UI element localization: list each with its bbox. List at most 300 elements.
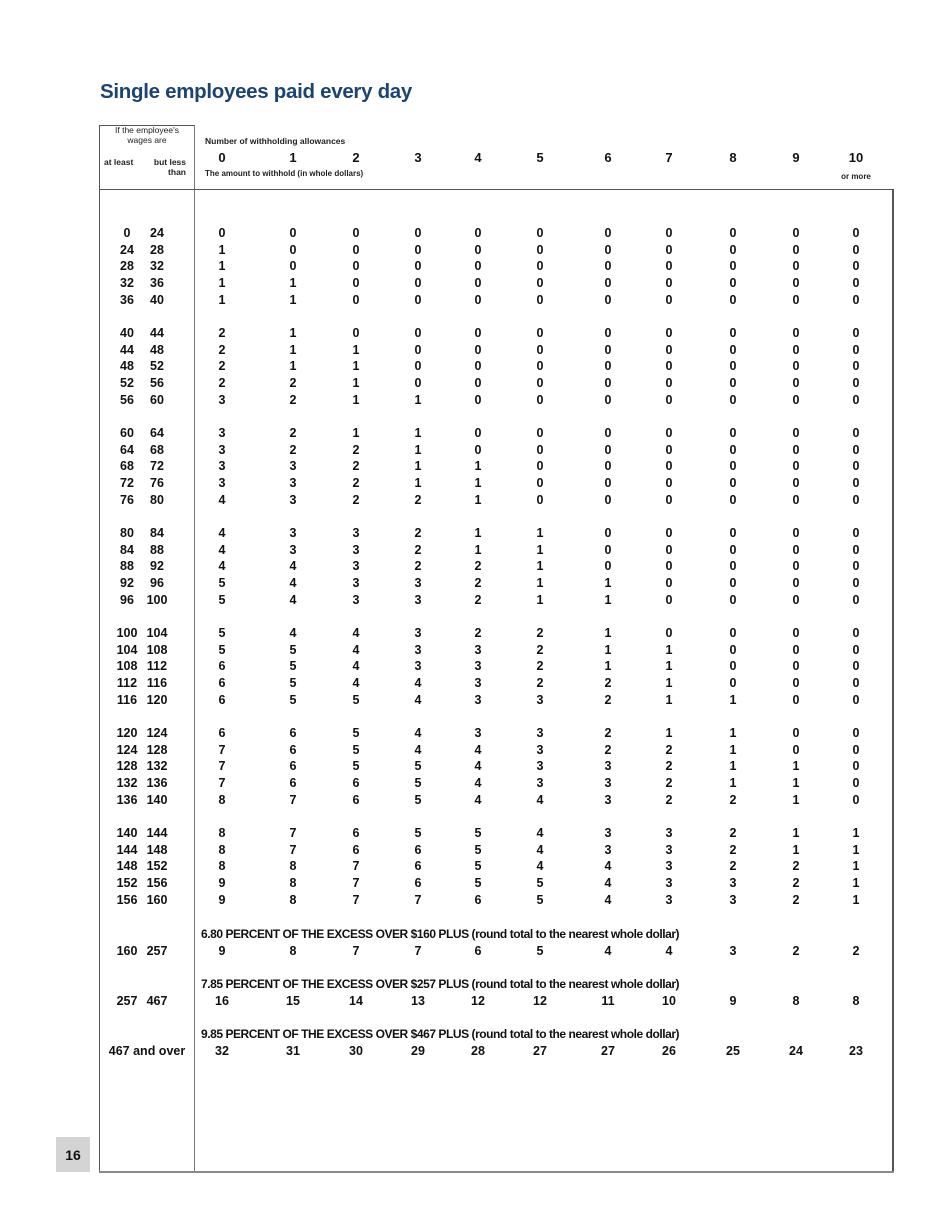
wages-column-divider — [194, 125, 195, 1172]
withholding-amount: 0 — [729, 626, 737, 640]
withholding-amount: 1 — [604, 626, 612, 640]
withholding-amount: 7 — [218, 759, 226, 774]
withholding-amount: 2 — [218, 342, 226, 357]
withholding-amount: 2 — [604, 676, 612, 691]
wage-but-less-than: 68 — [150, 442, 164, 457]
withholding-amount: 1 — [729, 776, 737, 791]
withholding-amount: 26 — [662, 1044, 676, 1058]
withholding-amount: 0 — [665, 359, 673, 374]
withholding-amount: 3 — [352, 542, 360, 557]
withholding-amount: 0 — [729, 342, 737, 357]
wage-but-less-than: 152 — [146, 859, 168, 874]
withholding-amount: 0 — [352, 276, 360, 291]
withholding-amount: 2 — [536, 642, 544, 657]
withholding-amount: 2 — [414, 559, 422, 574]
withholding-amount: 9 — [218, 892, 226, 907]
withholding-amount: 7 — [289, 792, 297, 807]
withholding-amount: 5 — [414, 776, 422, 791]
withholding-amount: 4 — [218, 492, 226, 507]
withholding-amount: 2 — [474, 626, 482, 640]
wage-at-least: 100 — [116, 626, 138, 640]
withholding-amount: 5 — [352, 692, 360, 707]
withholding-amount: 0 — [852, 442, 860, 457]
withholding-amount: 0 — [474, 259, 482, 274]
withholding-amount: 0 — [604, 242, 612, 257]
withholding-amount: 0 — [474, 242, 482, 257]
wage-at-least: 88 — [120, 559, 134, 574]
wage-but-less-than: 28 — [150, 242, 164, 257]
withholding-amount: 0 — [852, 476, 860, 491]
withholding-amount: 1 — [352, 426, 360, 440]
withholding-amount: 0 — [665, 292, 673, 307]
withholding-amount: 0 — [536, 426, 544, 440]
withholding-amount: 0 — [852, 526, 860, 540]
withholding-amount: 8 — [289, 892, 297, 907]
withholding-amount: 1 — [289, 292, 297, 307]
withholding-amount: 2 — [289, 442, 297, 457]
withholding-amount: 6 — [352, 826, 360, 840]
withholding-amount: 0 — [852, 642, 860, 657]
withholding-amount: 1 — [665, 642, 673, 657]
withholding-amount: 2 — [218, 359, 226, 374]
withholding-amount: 0 — [414, 226, 422, 240]
withholding-amount: 4 — [289, 626, 297, 640]
withholding-amount: 0 — [852, 276, 860, 291]
withholding-amount: 0 — [729, 676, 737, 691]
wage-at-least: 152 — [116, 876, 138, 891]
wage-but-less-than: 36 — [150, 276, 164, 291]
withholding-amount: 3 — [604, 759, 612, 774]
withholding-amount: 5 — [289, 676, 297, 691]
withholding-amount: 3 — [352, 592, 360, 607]
wage-but-less-than: 124 — [146, 726, 168, 740]
withholding-amount: 0 — [352, 259, 360, 274]
withholding-amount: 0 — [289, 226, 297, 240]
withholding-amount: 0 — [729, 459, 737, 474]
withholding-amount: 1 — [474, 476, 482, 491]
withholding-amount: 2 — [352, 476, 360, 491]
withholding-amount: 0 — [792, 526, 800, 540]
withholding-amount: 4 — [352, 659, 360, 674]
withholding-amount: 0 — [665, 592, 673, 607]
withholding-amount: 3 — [289, 476, 297, 491]
withholding-amount: 1 — [604, 576, 612, 591]
withholding-amount: 0 — [792, 259, 800, 274]
withholding-amount: 4 — [414, 726, 422, 740]
percent-excess-note: 7.85 PERCENT OF THE EXCESS OVER $257 PLUS (round total to the nearest whole dollar) — [201, 977, 680, 991]
withholding-amount: 3 — [218, 426, 226, 440]
withholding-amount: 0 — [852, 326, 860, 340]
withholding-amount: 1 — [474, 492, 482, 507]
withholding-amount: 3 — [604, 826, 612, 840]
withholding-amount: 4 — [536, 842, 544, 857]
withholding-amount: 5 — [218, 626, 226, 640]
withholding-amount: 7 — [352, 876, 360, 891]
withholding-amount: 0 — [792, 376, 800, 391]
withholding-amount: 0 — [852, 392, 860, 407]
withholding-amount: 2 — [665, 742, 673, 757]
wage-but-less-than: 100 — [146, 592, 168, 607]
withholding-amount: 9 — [729, 994, 737, 1008]
withholding-amount: 1 — [852, 876, 860, 891]
withholding-amount: 0 — [604, 426, 612, 440]
wage-but-less-than: 64 — [150, 426, 164, 440]
withholding-amount: 0 — [852, 542, 860, 557]
withholding-amount: 5 — [414, 826, 422, 840]
withholding-amount: 3 — [289, 459, 297, 474]
withholding-amount: 9 — [218, 944, 226, 958]
withholding-amount: 0 — [729, 426, 737, 440]
withholding-amount: 10 — [662, 994, 676, 1008]
withholding-amount: 0 — [414, 342, 422, 357]
wage-range-label: 467 and over — [108, 1044, 186, 1058]
withholding-amount: 5 — [536, 944, 544, 958]
withholding-amount: 0 — [665, 576, 673, 591]
withholding-amount: 15 — [286, 994, 300, 1008]
withholding-amount: 0 — [729, 376, 737, 391]
withholding-amount: 0 — [414, 242, 422, 257]
wage-but-less-than: 48 — [150, 342, 164, 357]
withholding-amount: 4 — [536, 792, 544, 807]
allowance-count-header: 10 — [848, 150, 864, 165]
withholding-amount: 1 — [218, 242, 226, 257]
wage-at-least: 128 — [116, 759, 138, 774]
withholding-amount: 1 — [604, 592, 612, 607]
withholding-amount: 0 — [729, 559, 737, 574]
allowance-count-header: 1 — [289, 150, 297, 165]
or-more-label: or more — [841, 172, 871, 181]
withholding-amount: 0 — [729, 442, 737, 457]
withholding-amount: 3 — [665, 842, 673, 857]
withholding-amount: 24 — [789, 1044, 803, 1058]
withholding-amount: 0 — [414, 292, 422, 307]
withholding-amount: 1 — [218, 292, 226, 307]
withholding-amount: 0 — [536, 259, 544, 274]
wage-but-less-than: 112 — [146, 659, 168, 674]
withholding-amount: 3 — [729, 944, 737, 958]
withholding-amount: 0 — [792, 242, 800, 257]
withholding-amount: 3 — [414, 659, 422, 674]
but-less-header-line1: but less — [153, 157, 186, 167]
withholding-amount: 8 — [218, 792, 226, 807]
withholding-amount: 0 — [604, 359, 612, 374]
withholding-amount: 0 — [352, 242, 360, 257]
withholding-amount: 5 — [218, 576, 226, 591]
wage-at-least: 68 — [120, 459, 134, 474]
withholding-amount: 1 — [414, 476, 422, 491]
withholding-amount: 0 — [604, 442, 612, 457]
withholding-amount: 2 — [729, 792, 737, 807]
withholding-amount: 4 — [218, 542, 226, 557]
withholding-amount: 1 — [665, 692, 673, 707]
withholding-amount: 2 — [289, 392, 297, 407]
allowance-count-header: 8 — [729, 150, 737, 165]
withholding-amount: 0 — [792, 459, 800, 474]
wage-but-less-than: 108 — [146, 642, 168, 657]
wage-but-less-than: 44 — [150, 326, 164, 340]
withholding-amount: 5 — [474, 826, 482, 840]
withholding-amount: 1 — [414, 442, 422, 457]
wage-at-least: 40 — [120, 326, 134, 340]
withholding-amount: 0 — [852, 359, 860, 374]
withholding-amount: 0 — [852, 659, 860, 674]
withholding-amount: 0 — [604, 259, 612, 274]
withholding-amount: 0 — [604, 326, 612, 340]
wages-label-line2: wages are — [127, 135, 167, 145]
withholding-amount: 0 — [792, 476, 800, 491]
withholding-amount: 5 — [414, 759, 422, 774]
withholding-amount: 0 — [536, 392, 544, 407]
withholding-amount: 1 — [729, 759, 737, 774]
withholding-amount: 0 — [792, 626, 800, 640]
withholding-amount: 0 — [792, 392, 800, 407]
withholding-amount: 2 — [289, 426, 297, 440]
withholding-amount: 7 — [289, 842, 297, 857]
withholding-amount: 5 — [352, 726, 360, 740]
withholding-amount: 1 — [414, 459, 422, 474]
withholding-amount: 4 — [352, 676, 360, 691]
withholding-amount: 9 — [218, 876, 226, 891]
withholding-amount: 0 — [665, 376, 673, 391]
at-least-header: at least — [104, 157, 134, 167]
withholding-amount: 3 — [218, 442, 226, 457]
table-right-border — [892, 189, 894, 1173]
withholding-amount: 0 — [852, 742, 860, 757]
withholding-amount: 0 — [729, 476, 737, 491]
withholding-amount: 3 — [218, 392, 226, 407]
withholding-amount: 0 — [729, 492, 737, 507]
withholding-amount: 2 — [474, 592, 482, 607]
allowance-count-header: 3 — [414, 150, 422, 165]
withholding-amount: 3 — [604, 842, 612, 857]
withholding-amount: 0 — [792, 492, 800, 507]
withholding-amount: 1 — [352, 359, 360, 374]
wage-but-less-than: 32 — [150, 259, 164, 274]
withholding-amount: 1 — [536, 526, 544, 540]
withholding-amount: 4 — [536, 859, 544, 874]
withholding-amount: 0 — [729, 659, 737, 674]
withholding-amount: 0 — [729, 359, 737, 374]
wage-at-least: 32 — [120, 276, 134, 291]
withholding-amount: 6 — [289, 759, 297, 774]
withholding-amount: 0 — [604, 526, 612, 540]
withholding-amount: 0 — [474, 276, 482, 291]
withholding-amount: 2 — [604, 692, 612, 707]
withholding-amount: 0 — [536, 442, 544, 457]
withholding-amount: 3 — [289, 526, 297, 540]
withholding-amount: 11 — [601, 994, 615, 1008]
wage-but-less-than: 40 — [150, 292, 164, 307]
withholding-amount: 0 — [852, 726, 860, 740]
wage-at-least: 48 — [120, 359, 134, 374]
wage-at-least: 56 — [120, 392, 134, 407]
withholding-amount: 0 — [729, 592, 737, 607]
wage-at-least: 76 — [120, 492, 134, 507]
wage-at-least: 144 — [116, 842, 138, 857]
withholding-amount: 6 — [352, 776, 360, 791]
wage-at-least: 60 — [120, 426, 134, 440]
withholding-amount: 8 — [289, 944, 297, 958]
withholding-amount: 2 — [604, 742, 612, 757]
withholding-amount: 30 — [349, 1044, 363, 1058]
withholding-amount: 1 — [414, 426, 422, 440]
wage-but-less-than: 148 — [146, 842, 168, 857]
withholding-amount: 8 — [218, 826, 226, 840]
withholding-amount: 0 — [536, 476, 544, 491]
wage-at-least: 140 — [116, 826, 138, 840]
withholding-amount: 3 — [289, 542, 297, 557]
withholding-amount: 2 — [852, 944, 860, 958]
withholding-amount: 0 — [474, 226, 482, 240]
withholding-amount: 0 — [792, 592, 800, 607]
wage-but-less-than: 92 — [150, 559, 164, 574]
withholding-amount: 0 — [604, 392, 612, 407]
withholding-amount: 0 — [604, 276, 612, 291]
withholding-amount: 0 — [792, 742, 800, 757]
withholding-amount: 31 — [286, 1044, 300, 1058]
withholding-amount: 4 — [289, 576, 297, 591]
withholding-amount: 32 — [215, 1044, 229, 1058]
withholding-amount: 1 — [852, 826, 860, 840]
withholding-amount: 3 — [729, 876, 737, 891]
wage-but-less-than: 467 — [146, 994, 168, 1008]
withholding-amount: 0 — [665, 459, 673, 474]
withholding-amount: 2 — [414, 542, 422, 557]
withholding-amount: 3 — [414, 642, 422, 657]
allowance-count-header: 7 — [665, 150, 673, 165]
withholding-amount: 2 — [665, 776, 673, 791]
withholding-amount: 27 — [601, 1044, 615, 1058]
withholding-amount: 0 — [665, 492, 673, 507]
withholding-amount: 5 — [414, 792, 422, 807]
wage-but-less-than: 104 — [146, 626, 168, 640]
withholding-amount: 2 — [218, 376, 226, 391]
withholding-amount: 0 — [604, 559, 612, 574]
withholding-amount: 7 — [352, 892, 360, 907]
withholding-amount: 8 — [218, 859, 226, 874]
withholding-amount: 6 — [289, 776, 297, 791]
withholding-amount: 2 — [729, 826, 737, 840]
withholding-amount: 5 — [352, 742, 360, 757]
withholding-amount: 1 — [289, 359, 297, 374]
withholding-amount: 1 — [289, 342, 297, 357]
allowance-count-header: 4 — [474, 150, 482, 165]
wage-at-least: 0 — [123, 226, 131, 240]
withholding-amount: 5 — [218, 592, 226, 607]
withholding-amount: 6 — [289, 726, 297, 740]
withholding-amount: 1 — [729, 742, 737, 757]
withholding-amount: 1 — [536, 559, 544, 574]
withholding-amount: 3 — [289, 492, 297, 507]
withholding-amount: 2 — [218, 326, 226, 340]
withholding-amount: 8 — [289, 859, 297, 874]
allowance-count-header: 6 — [604, 150, 612, 165]
withholding-amount: 0 — [792, 359, 800, 374]
withholding-amount: 3 — [474, 726, 482, 740]
withholding-amount: 2 — [536, 626, 544, 640]
withholding-amount: 1 — [729, 726, 737, 740]
withholding-amount: 1 — [352, 342, 360, 357]
withholding-amount: 2 — [352, 492, 360, 507]
withholding-amount: 3 — [665, 826, 673, 840]
withholding-amount: 0 — [604, 342, 612, 357]
withholding-amount: 1 — [852, 892, 860, 907]
wage-but-less-than: 144 — [146, 826, 168, 840]
page-number: 16 — [56, 1137, 90, 1172]
withholding-amount: 6 — [218, 726, 226, 740]
withholding-amount: 4 — [474, 759, 482, 774]
withholding-amount: 2 — [604, 726, 612, 740]
withholding-amount: 1 — [218, 259, 226, 274]
withholding-amount: 1 — [604, 659, 612, 674]
withholding-amount: 23 — [849, 1044, 863, 1058]
withholding-amount: 0 — [852, 242, 860, 257]
withholding-amount: 0 — [665, 426, 673, 440]
wage-but-less-than: 84 — [150, 526, 164, 540]
allowance-count-header: 2 — [352, 150, 360, 165]
withholding-amount: 0 — [852, 342, 860, 357]
withholding-amount: 5 — [289, 692, 297, 707]
withholding-amount: 0 — [474, 392, 482, 407]
withholding-amount: 3 — [604, 776, 612, 791]
wage-at-least: 96 — [120, 592, 134, 607]
withholding-amount: 0 — [852, 426, 860, 440]
withholding-amount: 2 — [536, 659, 544, 674]
withholding-amount: 0 — [474, 376, 482, 391]
withholding-amount: 2 — [792, 859, 800, 874]
withholding-amount: 0 — [414, 359, 422, 374]
withholding-amount: 0 — [665, 476, 673, 491]
withholding-amount: 4 — [414, 692, 422, 707]
withholding-amount: 1 — [665, 676, 673, 691]
withholding-amount: 1 — [474, 526, 482, 540]
withholding-amount: 6 — [352, 842, 360, 857]
withholding-amount: 0 — [536, 242, 544, 257]
withholding-amount: 2 — [792, 892, 800, 907]
withholding-amount: 4 — [474, 776, 482, 791]
withholding-amount: 0 — [414, 276, 422, 291]
withholding-amount: 0 — [604, 459, 612, 474]
withholding-amount: 6 — [474, 892, 482, 907]
wage-at-least: 108 — [116, 659, 138, 674]
withholding-amount: 2 — [474, 576, 482, 591]
withholding-amount: 4 — [218, 526, 226, 540]
wage-but-less-than: 257 — [146, 944, 168, 958]
withholding-amount: 0 — [604, 476, 612, 491]
withholding-amount: 4 — [289, 559, 297, 574]
withholding-amount: 4 — [474, 792, 482, 807]
withholding-amount: 0 — [665, 626, 673, 640]
wage-at-least: 120 — [116, 726, 138, 740]
wages-label-line1: If the employee's — [115, 125, 179, 135]
withholding-amount: 1 — [792, 842, 800, 857]
withholding-amount: 0 — [852, 576, 860, 591]
wage-but-less-than: 116 — [146, 676, 168, 691]
withholding-amount: 0 — [852, 226, 860, 240]
header-divider — [99, 189, 894, 190]
withholding-amount: 1 — [474, 542, 482, 557]
allowance-count-header: 5 — [536, 150, 544, 165]
allowances-label: Number of withholding allowances — [205, 136, 346, 146]
wage-at-least: 92 — [120, 576, 134, 591]
withholding-amount: 12 — [533, 994, 547, 1008]
wage-at-least: 24 — [120, 242, 134, 257]
percent-excess-note: 9.85 PERCENT OF THE EXCESS OVER $467 PLUS (round total to the nearest whole dollar) — [201, 1027, 680, 1041]
withholding-amount: 16 — [215, 994, 229, 1008]
wage-but-less-than: 156 — [146, 876, 168, 891]
withholding-amount: 0 — [852, 759, 860, 774]
withholding-amount: 3 — [536, 759, 544, 774]
